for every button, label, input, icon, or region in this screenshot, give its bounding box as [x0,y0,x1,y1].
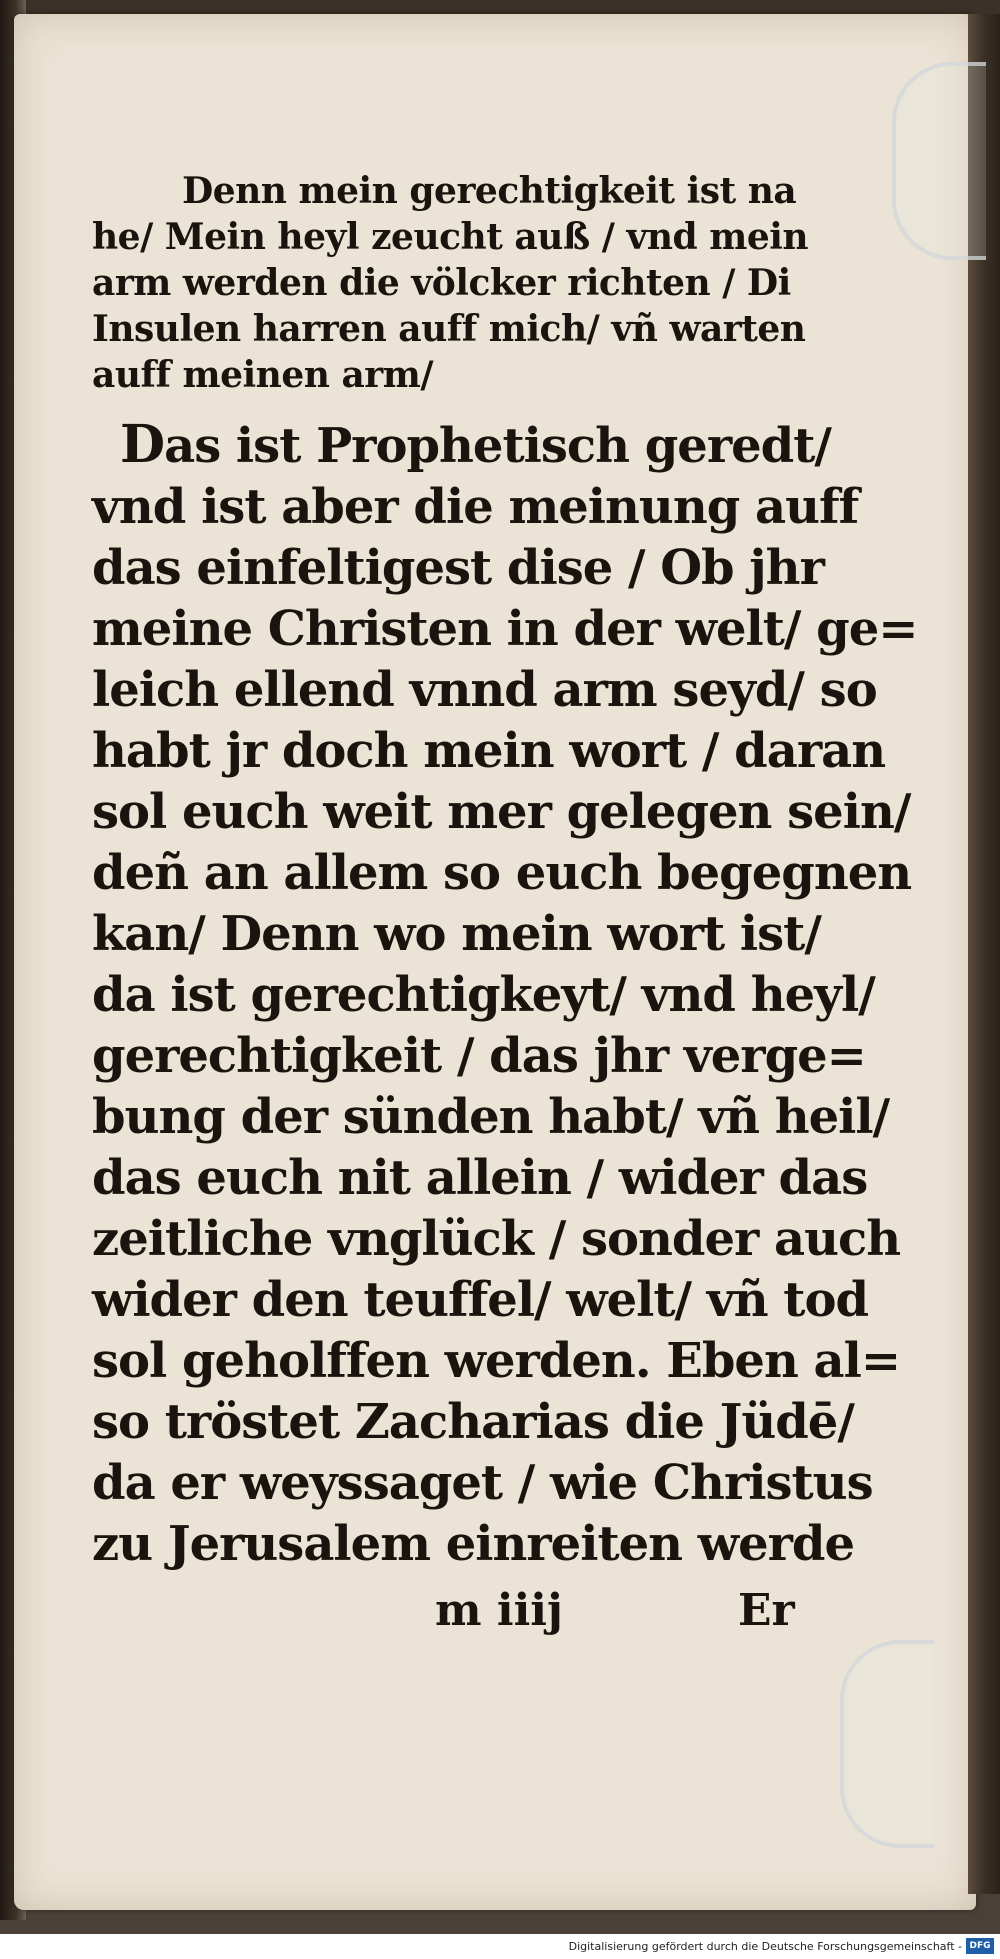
page-holder-clip-top [892,62,986,260]
quotation-line: arm werden die völcker richten / Di [92,262,791,304]
page-edge-right [968,14,1000,1894]
commentary-line: deñ an allem so euch begegnen [92,845,912,901]
commentary-line: wider den teuffel/ welt/ vñ tod [92,1272,869,1328]
commentary-line: das euch nit allein / wider das [92,1150,868,1206]
commentary-line: sol euch weit mer gelegen sein/ [92,784,911,840]
quotation-line: Denn mein gerechtigkeit ist na [182,170,797,212]
commentary-line: leich ellend vnnd arm seyd/ so [92,662,877,718]
page-holder-clip-bottom [840,1640,934,1848]
commentary-line: gerechtigkeit / das jhr verge= [92,1028,866,1084]
funding-credit: Digitalisierung gefördert durch die Deutsche Forschungsgemeinschaft - [568,1940,962,1953]
commentary-line: so tröstet Zacharias die Jüdē/ [92,1394,854,1450]
quotation-line: Insulen harren auff mich/ vñ warten [92,308,806,350]
commentary-line: zu Jerusalem einreiten werde [92,1516,855,1572]
commentary-line: meine Christen in der welt/ ge= [92,601,918,657]
dfg-logo: DFG [966,1938,994,1954]
commentary-line: Das ist Prophetisch geredt/ [120,414,831,475]
catchword: Er [738,1585,795,1636]
commentary-line: kan/ Denn wo mein wort ist/ [92,906,821,962]
commentary-line: habt jr doch mein wort / daran [92,723,886,779]
commentary-line: zeitliche vnglück / sonder auch [92,1211,901,1267]
commentary-line: vnd ist aber die meinung auff [92,479,859,535]
quotation-line: auff meinen arm/ [92,354,433,396]
commentary-line: da ist gerechtigkeyt/ vnd heyl/ [92,967,875,1023]
quotation-line: he/ Mein heyl zeucht auß / vnd mein [92,216,809,258]
commentary-line: sol geholffen werden. Eben al= [92,1333,901,1389]
signature-mark: m iiij [435,1585,563,1636]
page-text-block [92,168,918,1575]
commentary-block [92,414,918,1575]
commentary-line: das einfeltigest dise / Ob jhr [92,540,824,596]
commentary-line: bung der sünden habt/ vñ heil/ [92,1089,890,1145]
commentary-line: da er weyssaget / wie Christus [92,1455,873,1511]
quotation-block [92,168,812,398]
